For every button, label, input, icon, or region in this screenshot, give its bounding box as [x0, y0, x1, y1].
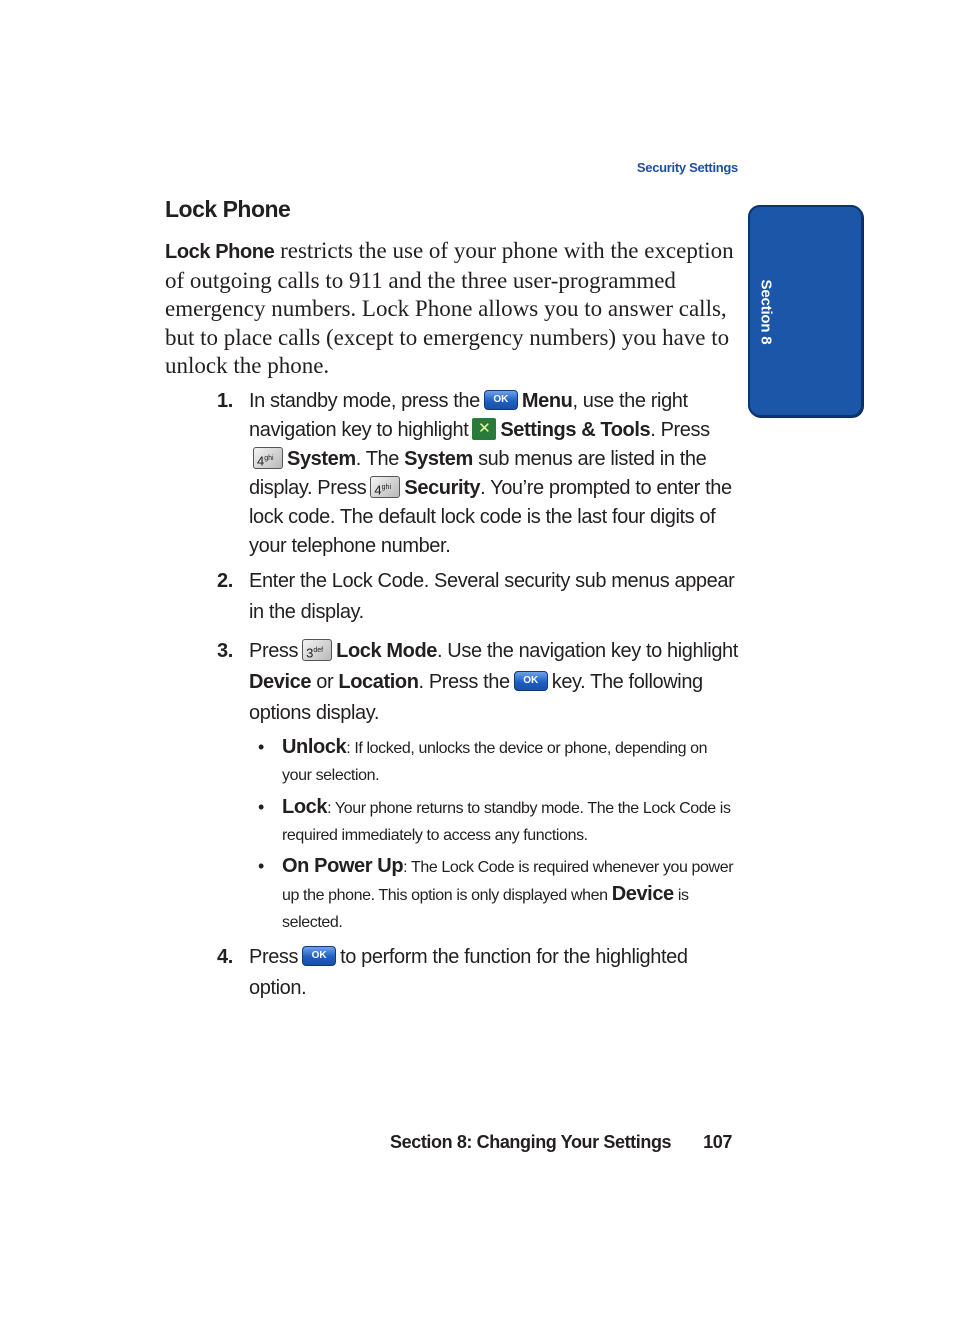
bullet-dot: • — [258, 797, 264, 817]
step-3-location: Location — [338, 671, 419, 693]
bullet-text — [282, 734, 738, 789]
step-number: 4. — [217, 946, 233, 968]
step-1-security: Security — [404, 477, 481, 499]
step-1-text-e: . Press — [650, 419, 710, 441]
page-number: 107 — [703, 1132, 732, 1152]
page-footer — [390, 1132, 735, 1153]
key-3-letters: def — [313, 646, 324, 654]
step-1-text-i: sub menus are listed in the display. Press — [249, 448, 707, 499]
step-3-text-e: or — [311, 671, 339, 693]
step-4-text-a: Press — [249, 946, 299, 968]
step-text — [249, 942, 739, 1004]
intro-bold: Lock Phone — [165, 241, 275, 263]
key-4-icon — [253, 447, 283, 469]
step-3-text-h: key. The following options display. — [249, 671, 703, 724]
key-4-icon — [370, 476, 400, 498]
intro-text: restricts the use of your phone with the exception of outgoing calls to 911 and the three user-programmed emergency numbers. Lock Phone allows you to answer calls, but to place calls (except to emergency numbers) you have to unlock the phone. — [165, 238, 734, 378]
step-3-text-g: . Press the — [418, 671, 510, 693]
bullet-body: : The Lock Code is required whenever you power up the phone. This option is only displayed when — [282, 859, 734, 904]
step-number: 1. — [217, 390, 233, 412]
step-3-lock-mode: Lock Mode — [336, 640, 437, 662]
intro-paragraph — [165, 237, 745, 381]
step-text: Enter the Lock Code. Several security sub menus appear in the display. — [249, 570, 735, 623]
step-1-text-k: . You’re prompted to enter the lock code. The default lock code is the last four digits of your telephone number. — [249, 477, 732, 557]
step-number: 3. — [217, 640, 233, 662]
step-4-text-b: to perform the function for the highlighted option. — [249, 946, 688, 999]
key-4-digit: 4 — [257, 453, 265, 469]
bullet-bold: Lock — [282, 796, 328, 818]
ok-key-icon: OK — [484, 390, 518, 410]
step-1-menu: Menu — [521, 390, 573, 412]
ok-key-icon: OK — [514, 671, 548, 691]
step-1-text-a: In standby mode, press the — [249, 390, 480, 412]
step-1-settings-tools: Settings & Tools — [500, 419, 651, 441]
bullet-dot: • — [258, 737, 264, 757]
step-text — [249, 636, 739, 729]
section-tab-label: Section 8 — [757, 279, 775, 345]
ok-key-icon: OK — [302, 946, 336, 966]
settings-tools-icon: ✕ — [472, 418, 496, 440]
step-1-text-g: . The — [355, 448, 399, 470]
bullet-text — [282, 853, 738, 936]
step-1-text-c: , use the right navigation key to highlight — [249, 390, 688, 441]
key-4-digit: 4 — [374, 482, 382, 498]
step-number: 2. — [217, 570, 233, 592]
bullet-text — [282, 794, 738, 849]
running-head: Security Settings — [636, 160, 738, 175]
step-text — [249, 387, 739, 561]
step-3-text-c: . Use the navigation key to highlight — [436, 640, 738, 662]
bullet-body: : If locked, unlocks the device or phone, depending on your selection. — [282, 740, 708, 784]
bullet-body: : Your phone returns to standby mode. The the Lock Code is required immediately to access any functions. — [282, 800, 731, 844]
step-3-text-a: Press — [249, 640, 299, 662]
bullet-bold-device: Device — [611, 883, 674, 905]
footer-title: Section 8: Changing Your Settings — [390, 1132, 672, 1152]
key-3-digit: 3 — [306, 645, 314, 661]
step-1-system-2: System — [404, 448, 473, 470]
key-4-letters: ghi — [381, 483, 391, 491]
bullet-bold: Unlock — [282, 736, 347, 758]
step-1-system: System — [287, 448, 356, 470]
key-4-letters: ghi — [264, 454, 274, 462]
bullet-dot: • — [258, 856, 264, 876]
step-3-device: Device — [249, 671, 312, 693]
key-3-icon — [302, 639, 332, 661]
section-heading: Lock Phone — [165, 196, 291, 222]
bullet-bold: On Power Up — [282, 855, 404, 877]
bullet-body-2: is selected. — [282, 887, 689, 931]
